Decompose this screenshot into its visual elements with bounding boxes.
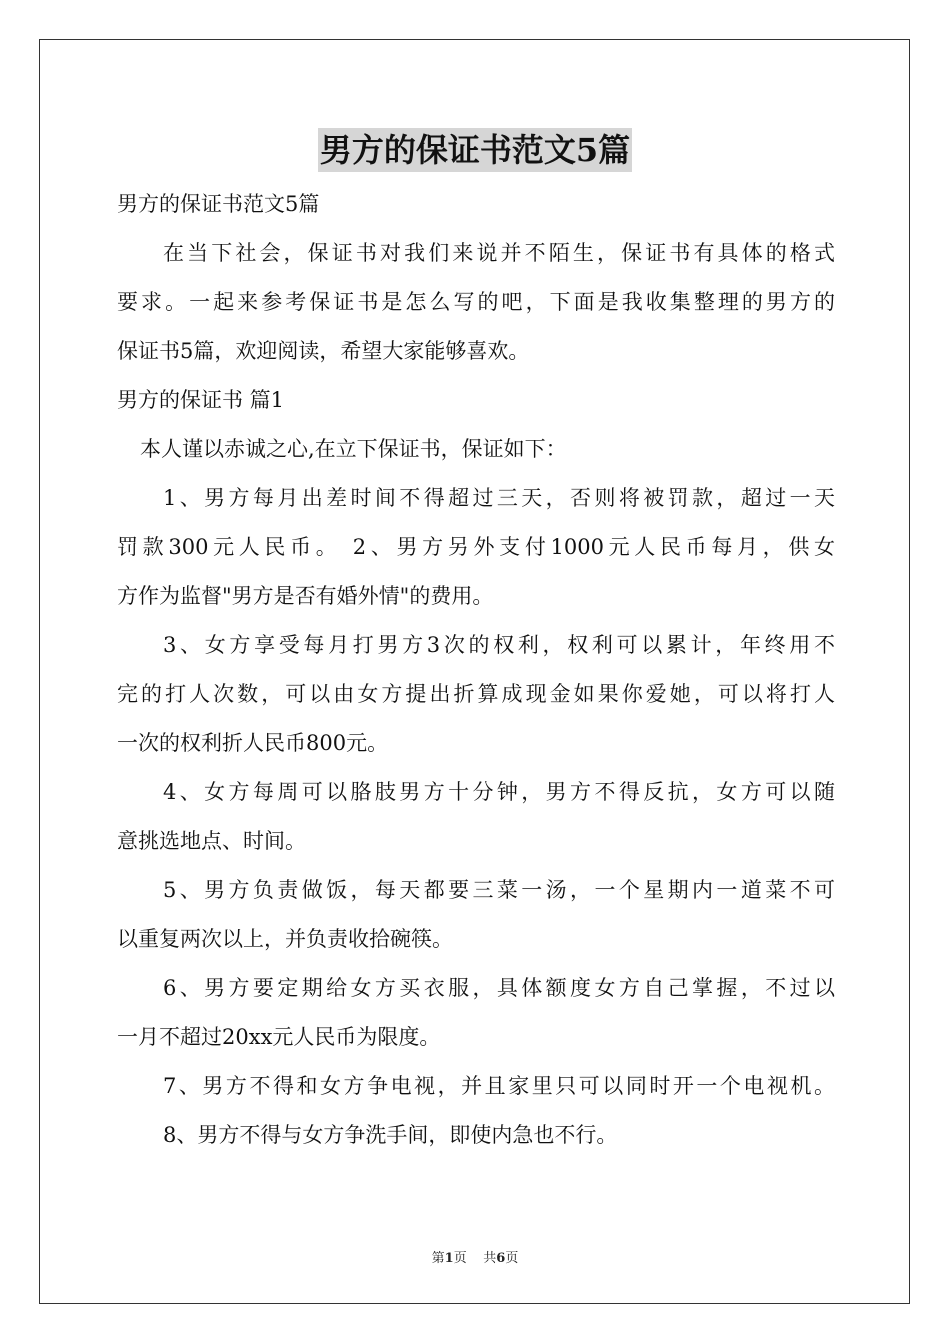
text-line: 本人谨以赤诚之心,在立下保证书，保证如下： [140,437,567,461]
document-body [117,180,835,1160]
text-line: 3、女方享受每月打男方3次的权利，权利可以累计，年终用不 [163,633,835,657]
text-line: 5、男方负责做饭，每天都要三菜一汤，一个星期内一道菜不可 [163,878,835,902]
text-line: 6、男方要定期给女方买衣服，具体额度女方自己掌握，不过以 [163,976,835,1000]
text-line: 一次的权利折人民币800元。 [117,731,389,755]
text-line: 保证书5篇，欢迎阅读，希望大家能够喜欢。 [117,339,530,363]
text-line: 4、女方每周可以胳肢男方十分钟，男方不得反抗，女方可以随 [163,780,835,804]
text-line: 8、男方不得与女方争洗手间，即使内急也不行。 [163,1123,618,1147]
text-line: 完的打人次数，可以由女方提出折算成现金如果你爱她，可以将打人 [117,682,835,706]
footer-page-number: 1 [444,1251,454,1266]
text-line: 男方的保证书范文5篇 [117,192,320,216]
text-line: 意挑选地点、时间。 [117,829,306,853]
footer-total-prefix: 共 [483,1251,497,1266]
text-line: 在当下社会，保证书对我们来说并不陌生，保证书有具体的格式 [163,241,835,265]
text-line: 男方的保证书 篇1 [117,388,285,412]
text-line: 一月不超过20xx元人民币为限度。 [117,1025,441,1049]
text-line: 要求。一起来参考保证书是怎么写的吧，下面是我收集整理的男方的 [117,290,835,314]
page-footer [0,1247,950,1266]
text-line: 以重复两次以上，并负责收拾碗筷。 [117,927,453,951]
footer-total-pages: 6 [496,1251,506,1266]
text-line: 1、男方每月出差时间不得超过三天，否则将被罚款，超过一天 [163,486,835,510]
document-title: 男方的保证书范文5篇 [318,128,632,172]
text-line: 罚款300元人民币。 2、男方另外支付1000元人民币每月，供女 [117,535,835,559]
text-line: 方作为监督"男方是否有婚外情"的费用。 [117,584,494,608]
footer-page-prefix: 第 [431,1251,445,1266]
footer-total-suffix: 页 [505,1251,519,1266]
text-line: 7、男方不得和女方争电视，并且家里只可以同时开一个电视机。 [163,1074,835,1098]
title-wrap [0,128,950,172]
footer-page-suffix: 页 [453,1251,467,1266]
